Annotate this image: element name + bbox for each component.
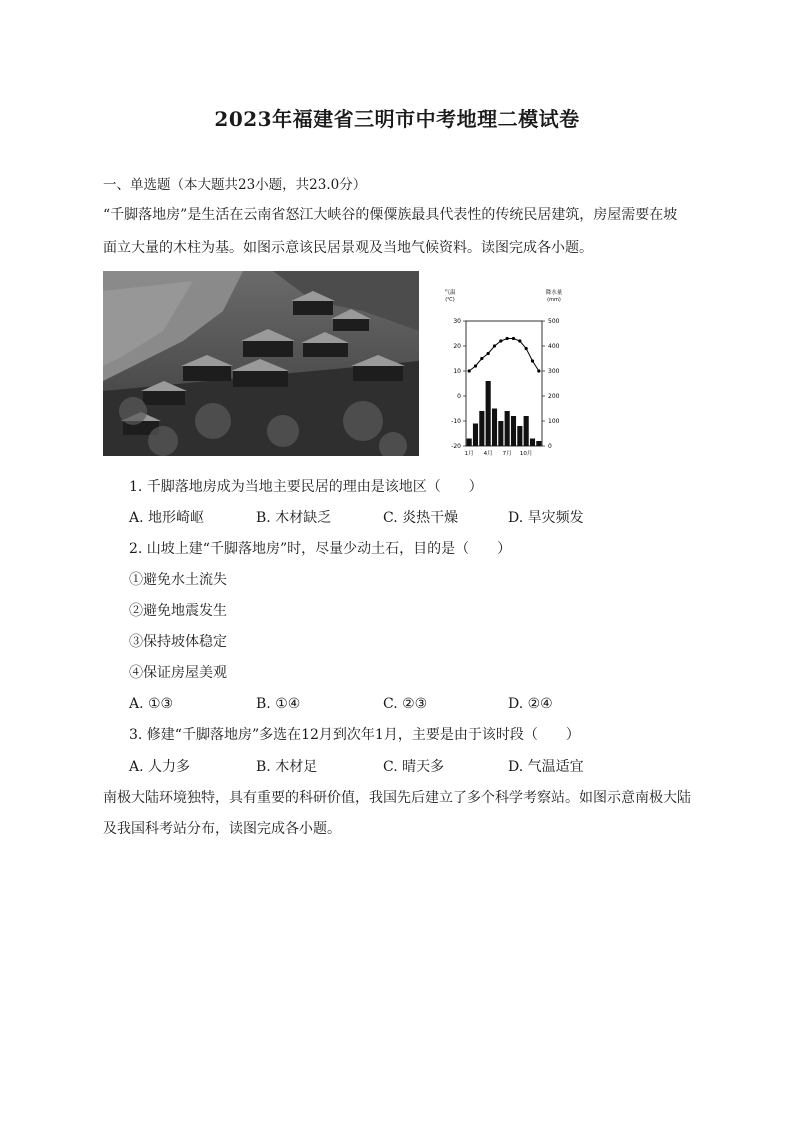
temperature-line (469, 339, 539, 372)
q2-statement-1: ①避免水土流失 (129, 572, 227, 588)
q1-option-d: D. 旱灾频发 (508, 510, 584, 526)
left-tick-label: 20 (453, 343, 461, 350)
temperature-point (493, 344, 496, 347)
climate-chart (438, 283, 578, 463)
right-tick-label: 200 (548, 393, 560, 400)
section-heading: 一、单选题（本大题共23小题，共23.0分） (103, 177, 367, 193)
left-axis-label: 气温 (444, 290, 456, 296)
right-axis-unit: (mm) (547, 297, 561, 303)
left-tick-label: 10 (453, 368, 461, 375)
left-tick-label: -10 (451, 418, 461, 425)
x-tick-label: 7月 (502, 451, 512, 457)
precipitation-bar (498, 421, 503, 446)
temperature-point (499, 339, 502, 342)
q1-option-a: A. 地形崎岖 (129, 510, 205, 526)
intro-1-line-2: 面立大量的木柱为基。如图示意该民居景观及当地气候资料。读图完成各小题。 (103, 240, 593, 256)
question-2: 2. 山坡上建“千脚落地房”时，尽量少动土石，目的是（ ） (129, 541, 512, 557)
x-tick-label: 1月 (464, 451, 474, 457)
precipitation-bar (530, 439, 535, 447)
temperature-point (531, 359, 534, 362)
x-tick-label: 4月 (483, 451, 493, 457)
q2-option-a: A. ①③ (129, 696, 174, 712)
q1-option-b: B. 木材缺乏 (256, 510, 332, 526)
temperature-point (518, 339, 521, 342)
left-tick-label: -20 (451, 443, 461, 450)
intro-2-line-1: 南极大陆环境独特，具有重要的科研价值，我国先后建立了多个科学考察站。如图示意南极大陆 (103, 790, 691, 806)
right-tick-label: 300 (548, 368, 560, 375)
precipitation-bar (486, 381, 491, 446)
temperature-point (512, 337, 515, 340)
temperature-point (487, 352, 490, 355)
right-axis-label: 降水量 (545, 290, 563, 296)
left-tick-label: 30 (453, 318, 461, 325)
precipitation-bar (517, 426, 522, 446)
temperature-point (468, 369, 471, 372)
precipitation-bar (511, 416, 516, 446)
village-photo (103, 271, 419, 456)
x-tick-label: 10月 (519, 451, 533, 457)
precipitation-bar (479, 411, 484, 446)
precipitation-bar (492, 409, 497, 447)
precipitation-bar (505, 411, 510, 446)
right-tick-label: 500 (548, 318, 560, 325)
left-tick-label: 0 (457, 393, 461, 400)
q2-statement-4: ④保证房屋美观 (129, 665, 227, 681)
q2-option-b: B. ①④ (256, 696, 301, 712)
precipitation-bar (467, 439, 472, 447)
q1-option-c: C. 炎热干燥 (383, 510, 459, 526)
temperature-point (506, 337, 509, 340)
q2-statement-3: ③保持坡体稳定 (129, 634, 227, 650)
q2-option-d: D. ②④ (508, 696, 553, 712)
q3-option-c: C. 晴天多 (383, 759, 445, 775)
right-tick-label: 0 (548, 443, 552, 450)
precipitation-bar (473, 424, 478, 447)
q3-option-b: B. 木材足 (256, 759, 318, 775)
precipitation-bar (536, 441, 541, 446)
precipitation-bar (524, 416, 529, 446)
temperature-point (525, 347, 528, 350)
right-tick-label: 400 (548, 343, 560, 350)
temperature-point (537, 369, 540, 372)
question-3: 3. 修建“千脚落地房”多选在12月到次年1月，主要是由于该时段（ ） (129, 727, 580, 743)
intro-2-line-2: 及我国科考站分布，读图完成各小题。 (103, 821, 341, 837)
q2-option-c: C. ②③ (383, 696, 428, 712)
question-1: 1. 千脚落地房成为当地主要民居的理由是该地区（ ） (129, 479, 483, 495)
left-axis-unit: (℃) (445, 297, 455, 303)
q3-option-a: A. 人力多 (129, 759, 191, 775)
page-title: 2023年福建省三明市中考地理二模试卷 (214, 107, 580, 131)
temperature-point (480, 357, 483, 360)
intro-1-line-1: “千脚落地房”是生活在云南省怒江大峡谷的傈僳族最具代表性的传统民居建筑，房屋需要在坡 (103, 207, 678, 223)
temperature-point (474, 364, 477, 367)
q3-option-d: D. 气温适宜 (508, 759, 584, 775)
q2-statement-2: ②避免地震发生 (129, 603, 227, 619)
right-tick-label: 100 (548, 418, 560, 425)
